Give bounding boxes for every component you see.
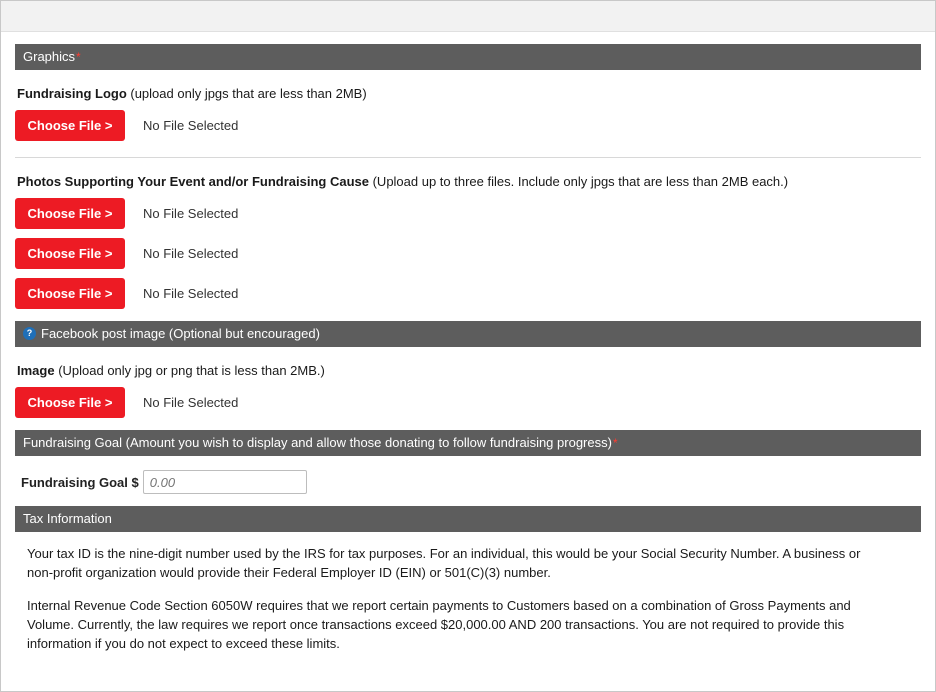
facebook-image-label xyxy=(17,363,921,378)
section-title-fundraising-goal: Fundraising Goal (Amount you wish to display and allow those donating to follow fundraising progress) xyxy=(23,435,612,450)
logo-upload-row xyxy=(15,110,921,141)
section-header-fundraising-goal xyxy=(15,430,921,456)
section-header-facebook xyxy=(15,321,921,347)
file-status-logo: No File Selected xyxy=(143,118,239,133)
photo-upload-row-3 xyxy=(15,278,921,309)
facebook-image-label-bold: Image xyxy=(17,363,55,378)
required-asterisk-graphics: * xyxy=(76,50,81,64)
tax-information-body xyxy=(27,544,921,653)
file-status-photo-3: No File Selected xyxy=(143,286,239,301)
section-header-graphics xyxy=(15,44,921,70)
choose-file-button-photo-3[interactable]: Choose File > xyxy=(15,278,125,309)
facebook-image-upload-row xyxy=(15,387,921,418)
photo-upload-row-1 xyxy=(15,198,921,229)
tax-paragraph-1: Your tax ID is the nine-digit number used by the IRS for tax purposes. For an individual, this would be your Social Security Number. A business or non-profit organization would provide their Federal Employer ID (EIN) or 501(C)(3) number. xyxy=(27,546,861,580)
form-content xyxy=(1,44,935,653)
tax-paragraph-2: Internal Revenue Code Section 6050W requires that we report certain payments to Customers based on a combination of Gross Payments and Volume. Currently, the law requires we report once transactions exceed $20,000.00 AND 200 transactions. You are not required to provide this information if you do not expect to exceed these limits. xyxy=(27,598,851,651)
required-asterisk-goal: * xyxy=(612,436,618,450)
fundraising-logo-label-bold: Fundraising Logo xyxy=(17,86,127,101)
fundraising-logo-label xyxy=(17,86,921,101)
section-header-tax-information xyxy=(15,506,921,532)
choose-file-button-logo[interactable]: Choose File > xyxy=(15,110,125,141)
fundraising-goal-label: Fundraising Goal $ xyxy=(21,474,139,490)
photo-upload-row-2 xyxy=(15,238,921,269)
facebook-image-label-hint: (Upload only jpg or png that is less than 2MB.) xyxy=(54,363,325,378)
help-icon[interactable]: ? xyxy=(23,327,36,340)
fundraising-logo-label-hint: (upload only jpgs that are less than 2MB) xyxy=(126,86,367,101)
photos-label xyxy=(17,174,921,189)
file-status-photo-2: No File Selected xyxy=(143,246,239,261)
browser-top-bar xyxy=(1,1,935,32)
fundraising-goal-row xyxy=(21,470,921,494)
section-title-facebook: Facebook post image (Optional but encouraged) xyxy=(41,326,320,341)
choose-file-button-photo-2[interactable]: Choose File > xyxy=(15,238,125,269)
choose-file-button-photo-1[interactable]: Choose File > xyxy=(15,198,125,229)
photos-label-hint: (Upload up to three files. Include only jpgs that are less than 2MB each.) xyxy=(368,174,789,189)
choose-file-button-facebook-image[interactable]: Choose File > xyxy=(15,387,125,418)
divider-graphics xyxy=(15,157,921,158)
photos-label-bold: Photos Supporting Your Event and/or Fundraising Cause xyxy=(17,174,369,189)
file-status-photo-1: No File Selected xyxy=(143,206,239,221)
file-status-facebook-image: No File Selected xyxy=(143,395,239,410)
section-title-graphics: Graphics xyxy=(23,49,76,64)
section-title-tax-information: Tax Information xyxy=(23,511,112,526)
fundraising-goal-input[interactable] xyxy=(143,470,307,494)
